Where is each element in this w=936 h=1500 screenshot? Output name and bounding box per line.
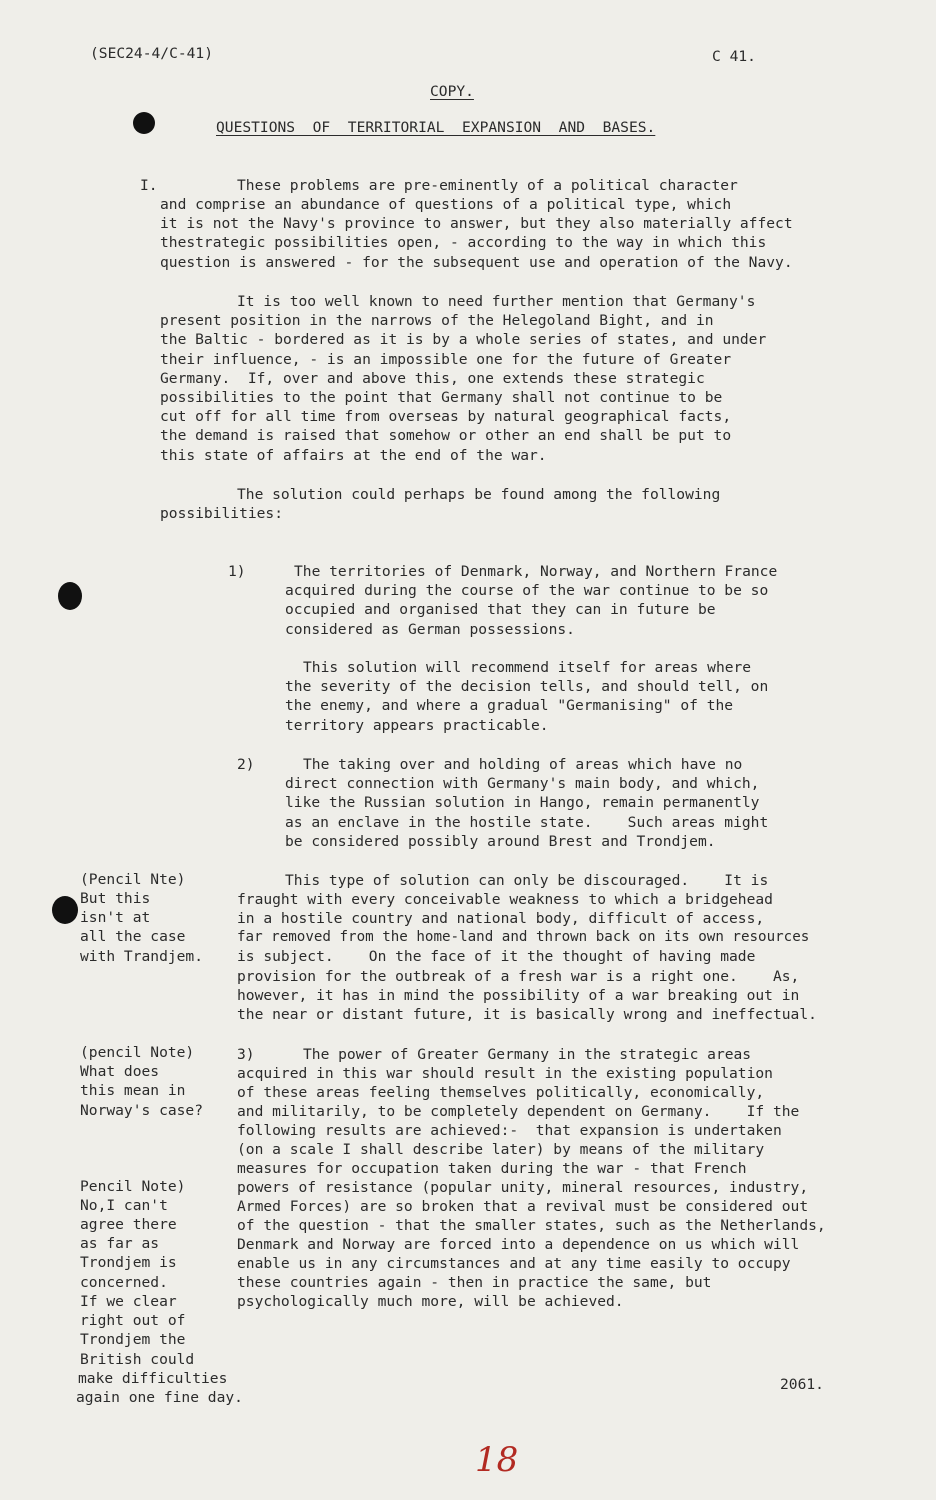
text-line: powers of resistance (popular unity, mineral resources, industry, bbox=[237, 1179, 809, 1196]
margin-note-line: Pencil Note) bbox=[80, 1178, 186, 1195]
margin-note-line: Norway's case? bbox=[80, 1102, 204, 1119]
text-line: The territories of Denmark, Norway, and Northern France bbox=[294, 563, 778, 580]
margin-note-line: with Trandjem. bbox=[80, 948, 204, 965]
margin-note-line: Trondjem is bbox=[80, 1254, 177, 1271]
text-line: like the Russian solution in Hango, remain permanently bbox=[285, 794, 760, 811]
text-line: This type of solution can only be discouraged. It is bbox=[285, 872, 769, 889]
document-reference: (SEC24-4/C-41) bbox=[90, 45, 214, 62]
text-line: it is not the Navy's province to answer, but they also materially affect bbox=[160, 215, 793, 232]
margin-note-line: But this bbox=[80, 890, 151, 907]
text-line: This solution will recommend itself for areas where bbox=[303, 659, 752, 676]
margin-note-line: all the case bbox=[80, 928, 186, 945]
item-number: 1) bbox=[228, 563, 246, 580]
text-line: the demand is raised that somehow or other an end shall be put to bbox=[160, 427, 732, 444]
text-line: of the question - that the smaller states, such as the Netherlands, bbox=[237, 1217, 826, 1234]
page-code: C 41. bbox=[712, 48, 756, 65]
copy-label: COPY. bbox=[430, 83, 474, 100]
margin-note-line: Trondjem the bbox=[80, 1331, 186, 1348]
margin-note-line: again one fine day. bbox=[76, 1389, 243, 1406]
text-line: the Baltic - bordered as it is by a whole series of states, and under bbox=[160, 331, 767, 348]
text-line: far removed from the home-land and thrown back on its own resources bbox=[237, 929, 810, 945]
text-line: and militarily, to be completely dependent on Germany. If the bbox=[237, 1103, 800, 1120]
text-line: The taking over and holding of areas which have no bbox=[303, 756, 743, 773]
document-title: QUESTIONS OF TERRITORIAL EXPANSION AND BASES. bbox=[216, 119, 656, 136]
text-line: the severity of the decision tells, and should tell, on bbox=[285, 678, 769, 695]
text-line: possibilities: bbox=[160, 505, 284, 522]
item-number: 2) bbox=[237, 756, 255, 773]
text-line: thestrategic possibilities open, - according to the way in which this bbox=[160, 234, 767, 251]
text-line: and comprise an abundance of questions of a political type, which bbox=[160, 196, 732, 213]
text-line: be considered possibly around Brest and Trondjem. bbox=[285, 833, 716, 850]
margin-note-line: (pencil Note) bbox=[80, 1044, 195, 1061]
punch-hole-icon bbox=[133, 112, 155, 134]
margin-note-line: If we clear bbox=[80, 1293, 177, 1310]
text-line: in a hostile country and national body, difficult of access, bbox=[237, 910, 765, 927]
text-line: fraught with every conceivable weakness to which a bridgehead bbox=[237, 891, 773, 908]
text-line: territory appears practicable. bbox=[285, 717, 549, 734]
text-line: Armed Forces) are so broken that a revival must be considered out bbox=[237, 1198, 809, 1215]
text-line: as an enclave in the hostile state. Such areas might bbox=[285, 814, 769, 831]
text-line: cut off for all time from overseas by natural geographical facts, bbox=[160, 408, 732, 425]
margin-note-line: make difficulties bbox=[78, 1370, 228, 1387]
margin-note-line: concerned. bbox=[80, 1274, 168, 1291]
text-line: these countries again - then in practice the same, but bbox=[237, 1274, 712, 1291]
text-line: possibilities to the point that Germany shall not continue to be bbox=[160, 389, 723, 406]
text-line: acquired in this war should result in the existing population bbox=[237, 1065, 773, 1082]
text-line: occupied and organised that they can in future be bbox=[285, 601, 716, 618]
text-line: Germany. If, over and above this, one extends these strategic bbox=[160, 370, 705, 387]
section-numeral: I. bbox=[140, 177, 158, 194]
text-line: It is too well known to need further mention that Germany's bbox=[237, 293, 756, 310]
text-line: the near or distant future, it is basically wrong and ineffectual. bbox=[237, 1006, 817, 1023]
margin-note-line: (Pencil Nte) bbox=[80, 871, 186, 888]
text-line: The power of Greater Germany in the strategic areas bbox=[303, 1046, 752, 1063]
text-line: is subject. On the face of it the thought of having made bbox=[237, 948, 756, 965]
text-line: direct connection with Germany's main body, and which, bbox=[285, 775, 760, 792]
margin-note-line: agree there bbox=[80, 1216, 177, 1233]
text-line: their influence, - is an impossible one for the future of Greater bbox=[160, 351, 732, 368]
margin-note-line: right out of bbox=[80, 1312, 186, 1329]
text-line: The solution could perhaps be found among the following bbox=[237, 486, 721, 503]
text-line: this state of affairs at the end of the war. bbox=[160, 447, 547, 464]
text-line: Denmark and Norway are forced into a dependence on us which will bbox=[237, 1236, 800, 1253]
text-line: the enemy, and where a gradual "Germanising" of the bbox=[285, 697, 734, 714]
handwritten-folio-number: 18 bbox=[475, 1440, 519, 1480]
text-line: These problems are pre-eminently of a political character bbox=[237, 177, 738, 194]
margin-note-line: this mean in bbox=[80, 1082, 186, 1099]
margin-note-line: No,I can't bbox=[80, 1197, 168, 1214]
text-line: (on a scale I shall describe later) by means of the military bbox=[237, 1141, 765, 1158]
margin-note-line: as far as bbox=[80, 1235, 160, 1252]
item-number: 3) bbox=[237, 1046, 255, 1063]
text-line: of these areas feeling themselves politically, economically, bbox=[237, 1084, 765, 1101]
margin-note-line: British could bbox=[80, 1351, 195, 1368]
punch-hole-icon bbox=[52, 896, 78, 924]
text-line: following results are achieved:- that expansion is undertaken bbox=[237, 1122, 782, 1139]
text-line: present position in the narrows of the Helegoland Bight, and in bbox=[160, 312, 714, 329]
page-number: 2061. bbox=[780, 1376, 824, 1393]
text-line: psychologically much more, will be achieved. bbox=[237, 1293, 624, 1310]
text-line: considered as German possessions. bbox=[285, 621, 575, 638]
text-line: acquired during the course of the war continue to be so bbox=[285, 582, 769, 599]
text-line: measures for occupation taken during the war - that French bbox=[237, 1160, 747, 1177]
punch-hole-icon bbox=[58, 582, 82, 610]
text-line: however, it has in mind the possibility of a war breaking out in bbox=[237, 987, 800, 1004]
margin-note-line: isn't at bbox=[80, 909, 151, 926]
text-line: enable us in any circumstances and at any time easily to occupy bbox=[237, 1255, 791, 1272]
text-line: provision for the outbreak of a fresh war is a right one. As, bbox=[237, 968, 800, 985]
margin-note-line: What does bbox=[80, 1063, 160, 1080]
text-line: question is answered - for the subsequent use and operation of the Navy. bbox=[160, 254, 793, 271]
